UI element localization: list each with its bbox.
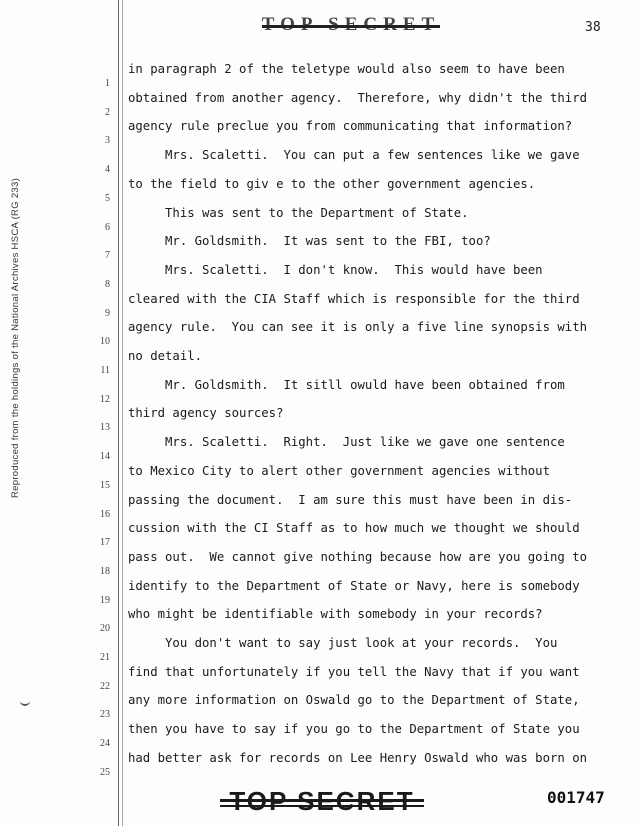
line-number: 21 — [100, 652, 110, 663]
page-number: 38 — [585, 20, 601, 35]
line-number: 12 — [100, 393, 110, 405]
line-number: 20 — [100, 623, 110, 635]
header-strikethrough — [262, 25, 440, 28]
line-number: 22 — [100, 680, 110, 692]
document-id: 001747 — [547, 788, 605, 807]
footer-strikethrough-lower — [220, 805, 424, 807]
transcript-line: find that unfortunately if you tell the Navy that if you want — [128, 664, 580, 679]
transcript-line: to the field to giv e to the other government agencies. — [128, 176, 536, 191]
line-number: 19 — [100, 594, 110, 606]
line-number: 25 — [100, 766, 110, 778]
archive-side-note-text: Reproduced from the holdings of the National Archives HSCA (RG 233) — [10, 177, 21, 498]
footer-strikethrough-upper — [220, 799, 424, 802]
archive-side-note — [6, 70, 26, 500]
transcript-line: any more information on Oswald go to the Department of State, — [128, 693, 580, 708]
line-number: 11 — [100, 365, 110, 376]
transcript-line: to Mexico City to alert other government agencies without — [128, 463, 550, 478]
transcript-line: This was sent to the Department of State. — [128, 205, 469, 220]
transcript-line: third agency sources? — [128, 406, 284, 421]
line-number: 13 — [100, 422, 110, 434]
line-number: 1 — [105, 78, 110, 89]
margin-rule-secondary — [122, 0, 123, 826]
transcript-line: then you have to say if you go to the Department of State you — [128, 722, 580, 737]
line-number: 14 — [100, 451, 110, 463]
transcript-line: cussion with the CI Staff as to how much we thought we should — [128, 521, 580, 536]
line-number: 24 — [100, 738, 110, 750]
margin-rule — [118, 0, 119, 826]
line-number: 16 — [100, 508, 110, 520]
line-number: 4 — [105, 164, 110, 176]
transcript-line: agency rule. You can see it is only a five line synopsis with — [128, 320, 588, 335]
line-number: 15 — [100, 479, 110, 491]
line-number: 2 — [105, 106, 110, 118]
header-classification-stamp — [258, 12, 444, 38]
transcript-line: who might be identifiable with somebody in your records? — [128, 607, 543, 622]
transcript-line: pass out. We cannot give nothing because how are you going to — [128, 549, 588, 564]
transcript-line: no detail. — [128, 349, 203, 363]
transcript-line: Mrs. Scaletti. You can put a few sentences like we gave — [128, 148, 580, 163]
transcript-line: obtained from another agency. Therefore, why didn't the third — [128, 90, 588, 105]
line-number: 5 — [105, 192, 110, 204]
footer-classification-stamp — [222, 786, 422, 820]
line-number: 3 — [105, 135, 110, 147]
transcript-line: You don't want to say just look at your records. You — [128, 636, 558, 650]
transcript-line: identify to the Department of State or Navy, here is somebody — [128, 578, 580, 593]
line-number: 17 — [100, 537, 110, 549]
transcript-line: agency rule preclue you from communicating that information? — [128, 119, 573, 134]
line-number: 10 — [100, 336, 110, 348]
line-number: 23 — [100, 709, 110, 721]
scan-mark — [20, 700, 30, 706]
line-number: 7 — [105, 250, 110, 262]
line-number: 18 — [100, 565, 110, 577]
line-number: 9 — [105, 307, 110, 319]
transcript-line: Mrs. Scaletti. I don't know. This would have been — [128, 262, 543, 277]
transcript-line: in paragraph 2 of the teletype would also seem to have been — [128, 62, 565, 76]
transcript-line: passing the document. I am sure this must have been in dis- — [128, 492, 573, 507]
transcript-line: had better ask for records on Lee Henry Oswald who was born on — [128, 750, 588, 765]
transcript-line: Mrs. Scaletti. Right. Just like we gave one sentence — [128, 435, 565, 450]
transcript-line: cleared with the CIA Staff which is responsible for the third — [128, 291, 580, 306]
transcript-line: Mr. Goldsmith. It sitll owuld have been obtained from — [128, 377, 565, 392]
line-number: 8 — [105, 278, 110, 290]
line-number: 6 — [105, 221, 110, 233]
transcript-line: Mr. Goldsmith. It was sent to the FBI, too? — [128, 234, 491, 249]
